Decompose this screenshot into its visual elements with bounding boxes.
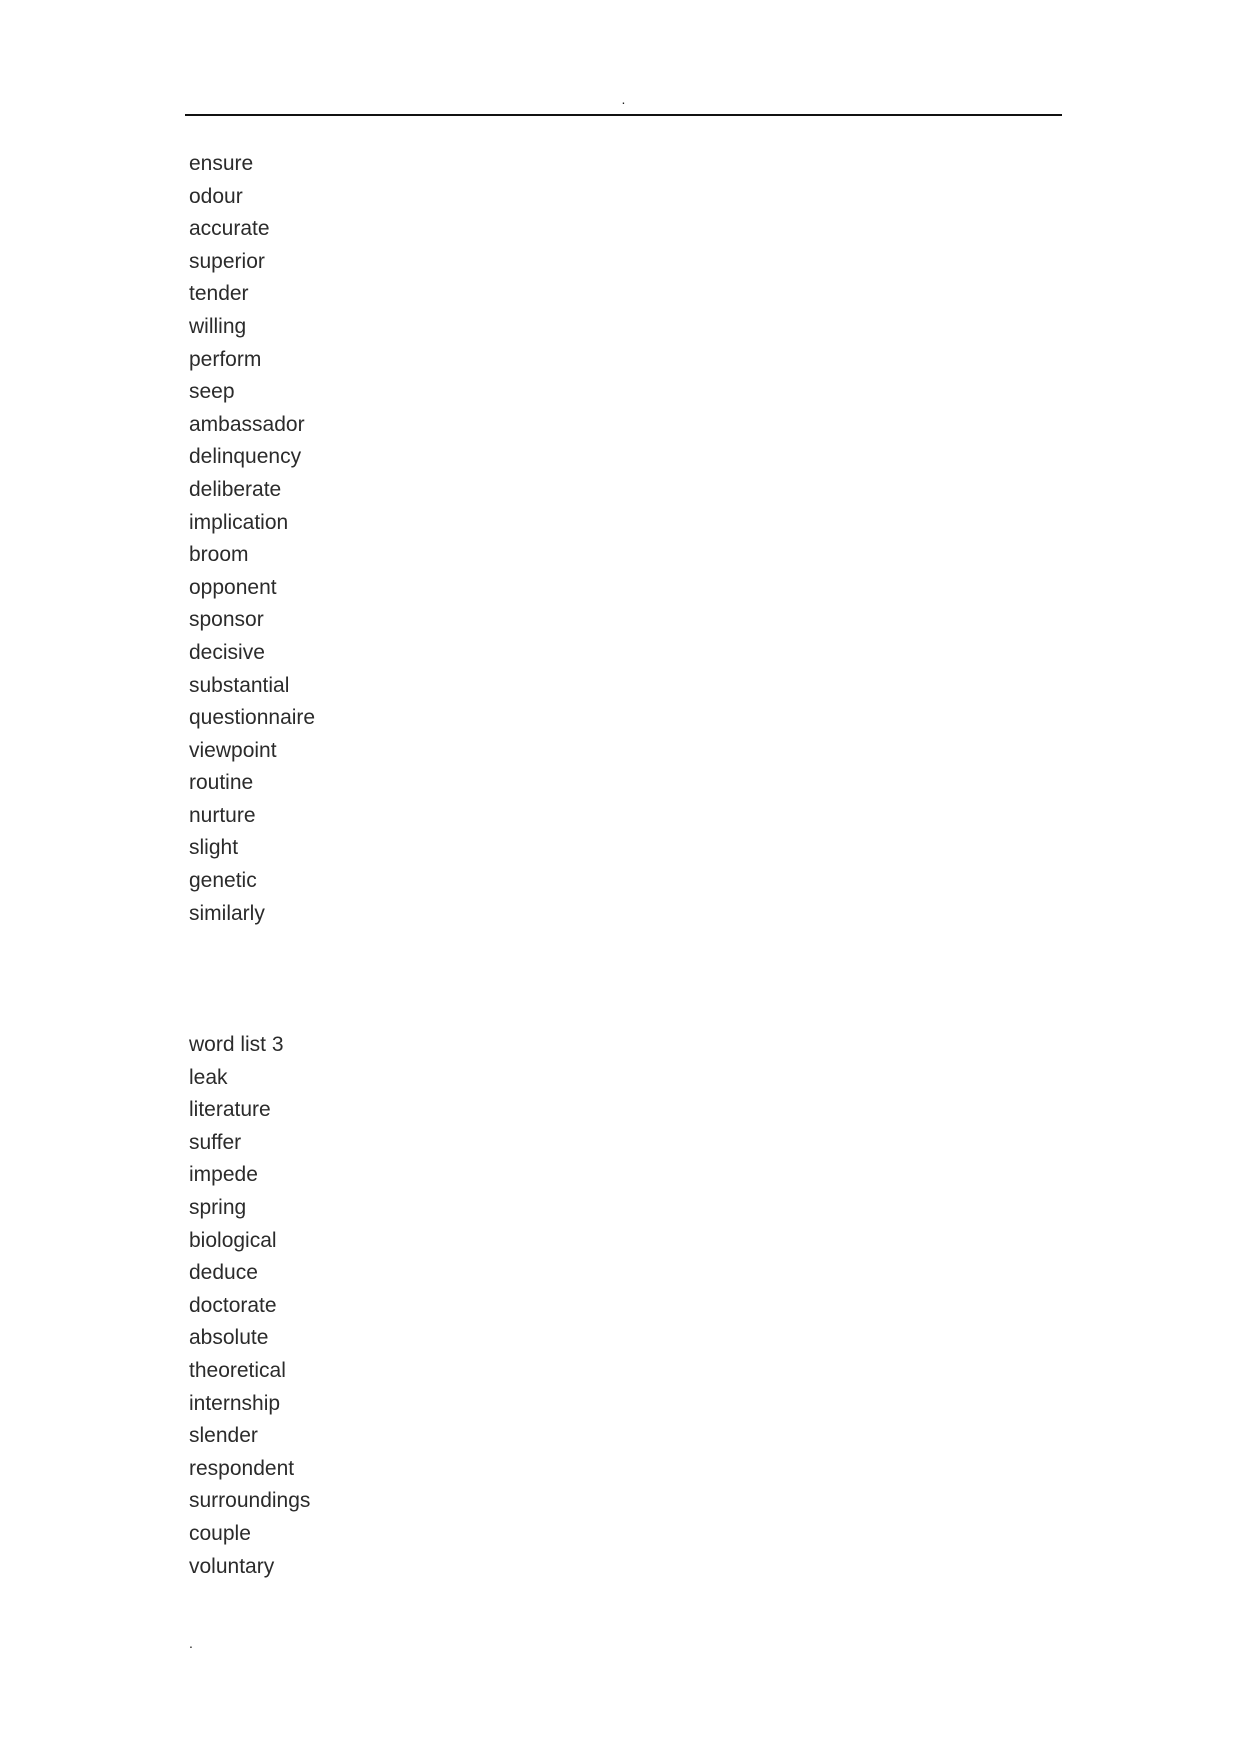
list-item: routine bbox=[189, 771, 254, 795]
list-item: absolute bbox=[189, 1326, 269, 1350]
list-item: deduce bbox=[189, 1261, 258, 1285]
list-item: literature bbox=[189, 1098, 271, 1122]
page-header bbox=[185, 88, 1062, 116]
footer-mark: . bbox=[189, 1635, 193, 1651]
header-mark: . bbox=[621, 91, 626, 107]
list-item: tender bbox=[189, 282, 249, 306]
list-item: odour bbox=[189, 184, 243, 208]
list-item: substantial bbox=[189, 673, 290, 697]
list-item: seep bbox=[189, 380, 235, 404]
list-item: biological bbox=[189, 1228, 277, 1252]
list-item: deliberate bbox=[189, 477, 282, 501]
list-item: decisive bbox=[189, 640, 265, 664]
list-item: questionnaire bbox=[189, 706, 316, 730]
list-item: ensure bbox=[189, 152, 254, 175]
list-item: surroundings bbox=[189, 1489, 311, 1513]
word-list-two bbox=[189, 1029, 310, 1583]
list-item: viewpoint bbox=[189, 738, 277, 762]
list-item: broom bbox=[189, 543, 249, 567]
list-item: impede bbox=[189, 1163, 258, 1187]
list-item: delinquency bbox=[189, 445, 302, 469]
list-item: superior bbox=[189, 249, 265, 273]
word-list-3-heading: word list 3 bbox=[189, 1033, 284, 1056]
list-item: couple bbox=[189, 1521, 251, 1545]
list-item: slight bbox=[189, 836, 239, 860]
list-item: sponsor bbox=[189, 608, 264, 632]
list-item: internship bbox=[189, 1391, 281, 1415]
list-item: leak bbox=[189, 1065, 228, 1089]
list-item: implication bbox=[189, 510, 289, 534]
list-item: genetic bbox=[189, 869, 257, 893]
word-list-one bbox=[189, 148, 315, 930]
list-item: voluntary bbox=[189, 1554, 275, 1578]
list-item: opponent bbox=[189, 575, 277, 599]
list-item: nurture bbox=[189, 803, 256, 827]
list-item: theoretical bbox=[189, 1358, 286, 1382]
list-item: perform bbox=[189, 347, 262, 371]
list-item: respondent bbox=[189, 1456, 295, 1480]
list-item: willing bbox=[189, 314, 247, 338]
list-item: spring bbox=[189, 1195, 247, 1219]
list-item: accurate bbox=[189, 217, 270, 241]
list-item: similarly bbox=[189, 901, 265, 925]
list-item: slender bbox=[189, 1424, 258, 1448]
list-item: ambassador bbox=[189, 412, 305, 436]
list-item: doctorate bbox=[189, 1293, 277, 1317]
list-item: suffer bbox=[189, 1130, 242, 1154]
